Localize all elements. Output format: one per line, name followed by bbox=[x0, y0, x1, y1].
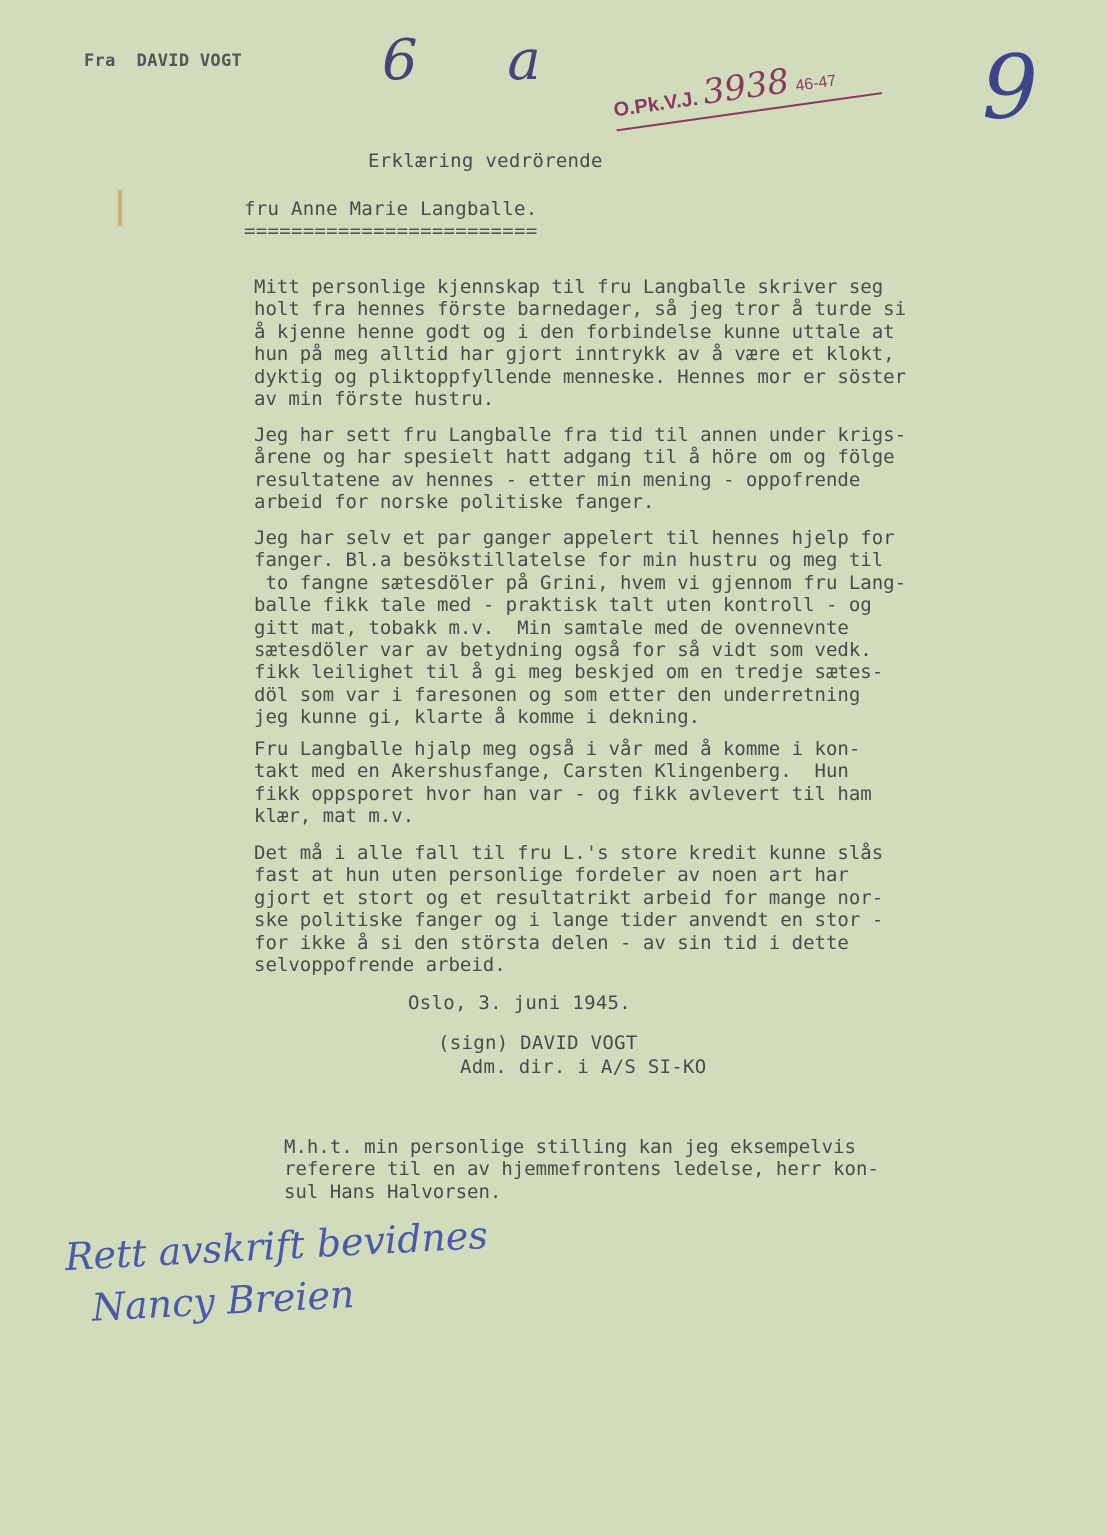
handwritten-attestation: Rett avskrift bevidnes Nancy Breien bbox=[63, 1212, 489, 1332]
place-date: Oslo, 3. juni 1945. bbox=[408, 992, 632, 1014]
handwritten-reference: 6 a bbox=[382, 28, 577, 93]
paragraph-2: Jeg har sett fru Langballe fra tid til annen under krigs- årene og har spesielt hatt adgang til å höre om og fölge resultatene av hennes - etter min mening - oppofrende arbeid for norske politiske fanger. bbox=[254, 424, 907, 514]
archive-stamp bbox=[610, 55, 838, 126]
handwritten-page-number: 9 bbox=[982, 36, 1038, 139]
document-title: Erklæring vedrörende bbox=[368, 150, 603, 172]
stamp-years: 46-47 bbox=[794, 72, 838, 95]
paragraph-4: Fru Langballe hjalp meg også i vår med å komme i kon- takt med en Akershusfange, Carsten Klingenberg. Hun fikk oppsporet hvor han var - og fikk avlevert til ham klær, mat m.v. bbox=[254, 738, 872, 828]
typed-signature: (sign) DAVID VOGT bbox=[438, 1032, 638, 1054]
stamp-number: 3938 bbox=[700, 61, 792, 113]
paragraph-5: Det må i alle fall til fru L.'s store kredit kunne slås fast at hun uten personlige fordeler av noen art har gjort et stort og et resultatrikt arbeid for mange nor- ske politiske fanger og i lange tider anvendt en stor - for ikke å si den största delen - av sin tid i dette selvoppofrende arbeid. bbox=[254, 842, 884, 977]
title-underline: ========================= bbox=[244, 220, 538, 242]
stamp-label: O.Pk.V.J. bbox=[612, 87, 700, 122]
signer-position: Adm. dir. i A/S SI-KO bbox=[460, 1056, 707, 1078]
document-subject: fru Anne Marie Langballe. bbox=[244, 198, 538, 220]
sender-line: Fra DAVID VOGT bbox=[84, 51, 243, 71]
paragraph-1: Mitt personlige kjennskap til fru Langballe skriver seg holt fra hennes förste barnedager, så jeg tror å turde si å kjenne henne godt og i den forbindelse kunne uttale at hun på meg alltid har gjort inntrykk av å være et klokt, dyktig og pliktoppfyllende menneske. Hennes mor er söster av min förste hustru. bbox=[254, 276, 907, 411]
margin-mark bbox=[118, 190, 122, 226]
postscript: M.h.t. min personlige stilling kan jeg eksempelvis referere til en av hjemmefrontens ledelse, herr kon- sul Hans Halvorsen. bbox=[284, 1136, 879, 1203]
paragraph-3: Jeg har selv et par ganger appelert til hennes hjelp for fanger. Bl.a besökstillatelse for min hustru og meg til to fangne sætesdöler på Grini, hvem vi gjennom fru Lang- balle fikk tale med - praktisk talt uten kontroll - og gitt mat, tobakk m.v. Min samtale med de ovennevnte sætesdöler var av betydning også for så vidt som vedk. fikk leilighet til å gi meg beskjed om en tredje sætes- döl som var i faresonen og som etter den underretning jeg kunne gi, klarte å komme i dekning. bbox=[254, 527, 907, 729]
